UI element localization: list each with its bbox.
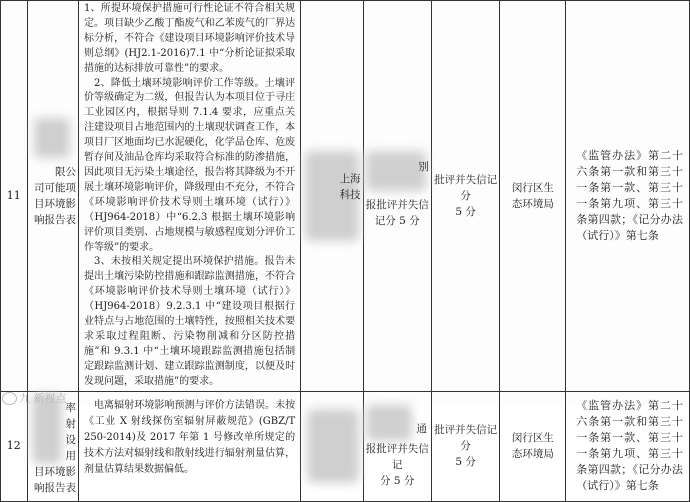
project-name-line: 射 [65, 417, 76, 430]
basis-suffix: 别 [418, 160, 429, 173]
watermark [2, 390, 67, 406]
project-name-line: 限公 [54, 165, 76, 178]
basis-line: 报批评并失信 [365, 198, 429, 211]
penalty-cell [431, 1, 500, 392]
penalty-line: 5 分 [455, 456, 476, 469]
table-row [1, 391, 690, 501]
table-row [1, 1, 690, 392]
office-cell [500, 391, 566, 501]
chat-bubble-icon [2, 392, 17, 405]
problem-paragraph: 电离辐射环境影响预测与评价方法错误。未按《工业 X 射线探伤室辐射屏蔽规范》(GBZ/T 250-2014)及 2017 年第 1 号修改单所规定的技术方法对辐射线和散射线进行辐射剂量估算，剂量估算结果数据偏低。 [83, 399, 296, 475]
company-cell [301, 1, 363, 392]
basis-line: 分 5 分 [380, 475, 415, 488]
office-line: 态环境局 [511, 197, 554, 210]
row-number: 12 [1, 391, 28, 501]
project-name-line: 响报告表 [33, 481, 76, 494]
office-line: 闵行区生 [511, 181, 554, 194]
problem-description [78, 391, 300, 501]
project-name-line: 目环境影 [33, 197, 76, 210]
office-line: 闵行区生 [511, 432, 554, 445]
problem-paragraph: 3、未按相关规定提出环境保护措施。报告未提出土壤污染防控措施和跟踪监测措施，不符合《环境影响评价技术导则土壤环境（试行）》（HJ964-2018）9.2.3.1 中“建设项目根据行业特点与占地范围的土壤特性，按照相关技术要求采取过程阻断、污染物削减和分区防控措施”和 9.3.1 中“土壤环境跟踪监测措施包括制定跟踪监测计划、建立跟踪监测制度，以便及时发现问题，采取措施”的要求。 [83, 256, 296, 387]
basis-line: 报批评并失信记 [365, 443, 429, 472]
company-name-line: 科技 [339, 188, 361, 201]
legal-basis: 《监管办法》第二十六条第一款和第三十一条第一款、第三十一条第九项、第三十条第四款；《记分办法（试行）》第七条 [566, 391, 690, 501]
penalty-line: 批评并失信记分 [434, 173, 498, 202]
penalty-cell [431, 391, 500, 501]
basis-cell [363, 1, 431, 392]
project-name-cell [27, 1, 78, 392]
project-name-line: 目环境影 [33, 465, 76, 478]
project-name-line: 司可能项 [33, 181, 76, 194]
problem-paragraph: 2、降低土壤环境影响评价工作等级。土壤评价等级确定为二级，但报告认为本项目位于寻庄工业园区内，根据导则 7.1.4 要求，应重点关注建设项目占地范围内的土壤现状调查工作，本项目厂区地面均已水泥硬化，化学品仓库、危废暂存间及油品仓库均采取符合标准的防渗措施，因此项目无污染土壤途径，报告将其降级为不开展土壤环境影响评价，降级理由不充分，不符合《环境影响评价技术导则土壤环境（试行）》（HJ964-2018）中“6.2.3 根据土壤环境影响评价项目类别、占地规模与敏感程度划分评价工作等级”的要求。 [83, 77, 296, 253]
company-cell [301, 391, 363, 501]
company-name-line: 上海 [339, 172, 361, 185]
project-name-line: 设 [65, 433, 76, 446]
project-name-line: 率 [65, 401, 76, 414]
basis-line: 记分 5 分 [374, 214, 420, 227]
project-name-cell [27, 391, 78, 501]
penalty-line: 5 分 [455, 205, 476, 218]
basis-cell [363, 391, 431, 501]
problem-description [78, 1, 300, 392]
office-cell [500, 1, 566, 392]
watermark-text: 九 新视点 [19, 392, 67, 405]
row-number: 11 [1, 1, 28, 392]
basis-suffix: 通 [416, 423, 427, 436]
penalty-line: 批评并失信记分 [434, 424, 498, 453]
project-name-line: 用 [65, 449, 76, 462]
legal-basis: 《监管办法》第二十六条第一款和第三十一条第一款、第三十一条第九项、第三十条第四款；《记分办法（试行）》第七条 [566, 1, 690, 392]
project-name-line: 响报告表 [33, 213, 76, 226]
office-line: 态环境局 [511, 448, 554, 461]
problem-paragraph: 1、所提环境保护措施可行性论证不符合相关规定。项目缺少乙酸丁酯废气和乙苯废气的厂界达标分析，不符合《建设项目环境影响评价技术导则总纲》(HJ2.1-2016)7.1 中“分析论证拟采取措施的达标排放可靠性”的要求。 [83, 3, 296, 74]
